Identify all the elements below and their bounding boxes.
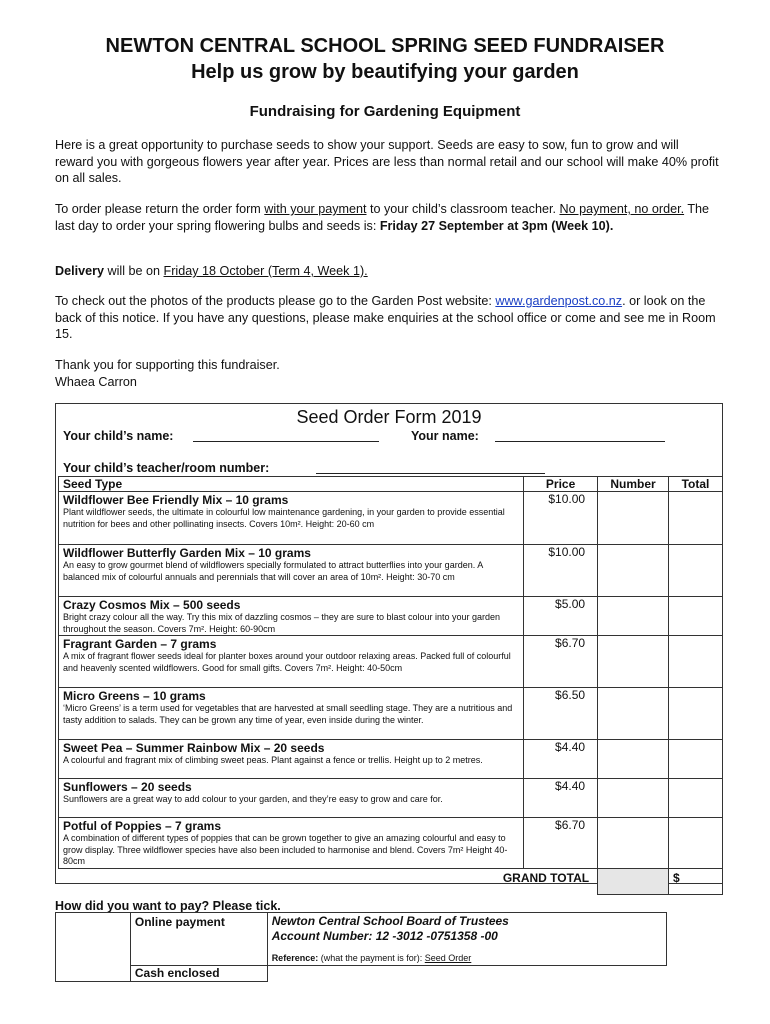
item-number-cell[interactable] xyxy=(598,545,669,597)
item-total-cell[interactable] xyxy=(669,545,723,597)
col-total: Total xyxy=(669,477,723,492)
item-total-cell[interactable] xyxy=(669,636,723,688)
seed-order-table xyxy=(58,476,723,895)
online-payment-label: Online payment xyxy=(130,913,267,966)
item-name: Sunflowers – 20 seeds xyxy=(63,780,192,794)
item-name: Micro Greens – 10 grams xyxy=(63,689,206,703)
table-row xyxy=(59,818,723,869)
item-price: $6.70 xyxy=(524,636,598,688)
order-deadline: Friday 27 September at 3pm (Week 10). xyxy=(379,218,614,233)
delivery-date: Friday 18 October (Term 4, Week 1). xyxy=(163,264,368,278)
item-price: $10.00 xyxy=(524,545,598,597)
intro-paragraph-1: Here is a great opportunity to purchase seeds to show your support. Seeds are easy to sow, fun to grow and will reward you with gorgeous flowers year after year. Prices are less than normal retail and our school will make 40% profit on all sales. xyxy=(55,138,719,185)
item-description: A mix of fragrant flower seeds ideal for planter boxes around your outdoor relaxing areas. Packed full of colourful and heavenly scented wildflowers. Good for small gifts. Covers 7m². Height: 40-50cm xyxy=(63,651,511,673)
item-number-cell[interactable] xyxy=(598,688,669,740)
cash-enclosed-label: Cash enclosed xyxy=(130,966,267,982)
payment-row-cash xyxy=(56,966,667,982)
table-row xyxy=(59,688,723,740)
item-name: Fragrant Garden – 7 grams xyxy=(63,637,217,651)
table-row xyxy=(59,740,723,779)
item-name: Potful of Poppies – 7 grams xyxy=(63,819,222,833)
grand-total-number-cell xyxy=(598,869,669,895)
item-description: Bright crazy colour all the way. Try this mix of dazzling cosmos – they are sure to blast colour into your garden throughout the season. Covers 7m². Height: 60-90cm xyxy=(63,612,501,634)
item-total-cell[interactable] xyxy=(669,688,723,740)
table-row xyxy=(59,636,723,688)
payment-tick-box[interactable] xyxy=(56,913,131,982)
item-price: $6.70 xyxy=(524,818,598,869)
page-subtitle: Help us grow by beautifying your garden xyxy=(191,61,579,83)
item-description: A colourful and fragrant mix of climbing sweet peas. Plant against a fence or trellis. Height up to 2 metres. xyxy=(63,755,483,765)
col-number: Number xyxy=(598,477,669,492)
item-description: Sunflowers are a great way to add colour to your garden, and they’re easy to grow and care for. xyxy=(63,794,443,804)
grand-total-value[interactable]: $ xyxy=(669,869,723,895)
no-payment-emphasis: No payment, no order. xyxy=(559,202,685,216)
intro-paragraph-2: To order please return the order form with your payment to your child’s classroom teacher. No payment, no order. The last day to order your spring flowering bulbs and seeds is: Friday 27 September at 3pm (Week 10). xyxy=(55,202,710,233)
item-price: $5.00 xyxy=(524,597,598,636)
page-title: NEWTON CENTRAL SCHOOL SPRING SEED FUNDRAISER xyxy=(105,35,665,57)
item-total-cell[interactable] xyxy=(669,740,723,779)
payment-question: How did you want to pay? Please tick. xyxy=(55,899,281,913)
item-price: $4.40 xyxy=(524,779,598,818)
item-description: A combination of different types of poppies that can be grown together to give an amazing colourful and easy to grow display. Three wildflower species have also been included to harmonise and blend. Covers 7m² Height 40-80cm xyxy=(63,833,508,866)
item-price: $4.40 xyxy=(524,740,598,779)
item-name: Sweet Pea – Summer Rainbow Mix – 20 seeds xyxy=(63,741,325,755)
item-number-cell[interactable] xyxy=(598,779,669,818)
table-row xyxy=(59,545,723,597)
payment-emphasis: with your payment xyxy=(264,202,367,216)
item-number-cell[interactable] xyxy=(598,492,669,545)
item-description: An easy to grow gourmet blend of wildflowers specially formulated to attract butterflies into your garden. A balanced mix of colourful annuals and perennials that will cover an area of 10m². Height: 30-70 cm xyxy=(63,560,483,582)
item-number-cell[interactable] xyxy=(598,740,669,779)
payment-row-online xyxy=(56,913,667,966)
teacher-label: Your child’s teacher/room number: xyxy=(63,461,270,475)
item-name: Wildflower Butterfly Garden Mix – 10 grams xyxy=(63,546,311,560)
col-seed-type: Seed Type xyxy=(59,477,524,492)
your-name-label: Your name: xyxy=(411,429,479,443)
table-row xyxy=(59,779,723,818)
bank-details xyxy=(267,913,666,966)
item-name: Crazy Cosmos Mix – 500 seeds xyxy=(63,598,241,612)
child-name-field[interactable] xyxy=(193,441,379,442)
table-row xyxy=(59,492,723,545)
child-name-label: Your child’s name: xyxy=(63,429,174,443)
payment-table xyxy=(55,912,667,982)
item-description: ‘Micro Greens’ is a term used for vegetables that are harvested at small seedling stage. They are a nutritious and tasty addition to salads. They can be grown any time of year, even inside during the winter. xyxy=(63,703,513,725)
account-number: Account Number: 12 -3012 -0751358 -00 xyxy=(271,929,498,943)
table-row xyxy=(59,597,723,636)
item-total-cell[interactable] xyxy=(669,597,723,636)
item-number-cell[interactable] xyxy=(598,597,669,636)
item-name: Wildflower Bee Friendly Mix – 10 grams xyxy=(63,493,289,507)
item-number-cell[interactable] xyxy=(598,636,669,688)
item-total-cell[interactable] xyxy=(669,818,723,869)
grand-total-label: GRAND TOTAL xyxy=(502,871,590,885)
grand-total-row xyxy=(59,869,723,895)
teacher-field[interactable] xyxy=(316,473,545,474)
col-price: Price xyxy=(524,477,598,492)
item-total-cell[interactable] xyxy=(669,779,723,818)
order-form-title: Seed Order Form 2019 xyxy=(296,407,482,427)
item-price: $6.50 xyxy=(524,688,598,740)
garden-post-link[interactable]: www.gardenpost.co.nz xyxy=(495,294,623,308)
signoff: Thank you for supporting this fundraiser. Whaea Carron xyxy=(55,358,280,389)
item-total-cell[interactable] xyxy=(669,492,723,545)
section-heading: Fundraising for Gardening Equipment xyxy=(249,103,521,120)
item-price: $10.00 xyxy=(524,492,598,545)
payment-reference: Reference: (what the payment is for): Seed Order xyxy=(271,953,472,963)
table-header-row xyxy=(59,477,723,492)
item-number-cell[interactable] xyxy=(598,818,669,869)
your-name-field[interactable] xyxy=(495,441,665,442)
delivery-paragraph: Delivery will be on Friday 18 October (Term 4, Week 1). xyxy=(55,264,368,278)
website-paragraph: To check out the photos of the products please go to the Garden Post website: www.gardenpost.co.nz. or look on the back of this notice. If you have any questions, please make enquiries at the school office or come and see me in Room 15. xyxy=(55,294,716,341)
trust-name: Newton Central School Board of Trustees xyxy=(271,914,509,928)
item-description: Plant wildflower seeds, the ultimate in colourful low maintenance gardening, in your garden to provide essential nutrition for bees and other pollinating insects. Covers 10m². Height: 20-60 cm xyxy=(63,507,505,529)
